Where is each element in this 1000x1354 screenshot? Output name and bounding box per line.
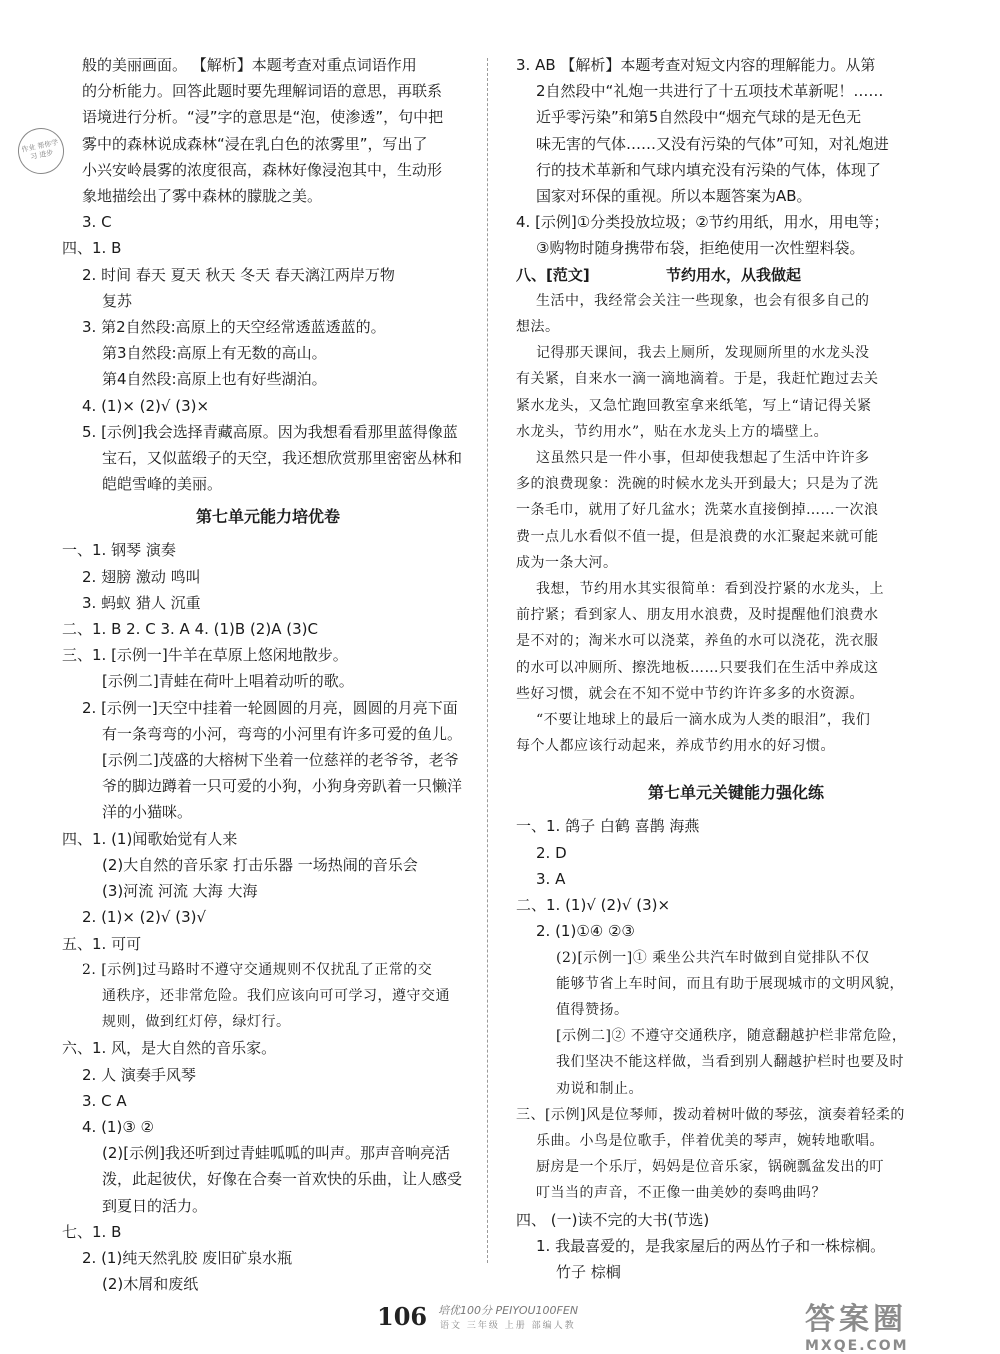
- text-line: 语境进行分析。“浸”字的意思是“泡，使渗透”，句中把: [82, 108, 444, 127]
- section-title: 第七单元关键能力强化练: [647, 783, 824, 803]
- text-line: 1. 我最喜爱的，是我家屋后的两丛竹子和一株棕榈。: [536, 1236, 886, 1255]
- text-line: 有一条弯弯的小河，弯弯的小河里有许多可爱的鱼儿。: [102, 724, 463, 743]
- text-line: 行的技术革新和气球内填充没有污染的气体，体现了: [536, 160, 882, 179]
- text-line: 成为一条大河。: [516, 554, 618, 571]
- model-essay-title: 节约用水，从我做起: [666, 265, 802, 284]
- text-line: 3. C A: [82, 1091, 127, 1110]
- text-line: 2. 时间 春天 夏天 秋天 冬天 春天漓江两岸万物: [82, 265, 395, 284]
- text-line: 劝说和制止。: [556, 1080, 643, 1097]
- text-line: 多的浪费现象：洗碗的时候水龙头开到最大；只是为了洗: [516, 476, 879, 493]
- text-line: 3. AB 【解析】本题考查对短文内容的理解能力。从第: [516, 56, 876, 74]
- text-line: 爷的脚边蹲着一只可爱的小狗，小狗身旁趴着一只懒洋: [102, 777, 463, 796]
- text-line: 3. 蚂蚁 猎人 沉重: [82, 593, 201, 612]
- text-line: 4. (1)× (2)√ (3)×: [82, 396, 210, 415]
- text-line: 四、1. (1)闻歌始觉有人来: [62, 829, 238, 848]
- watermark: [805, 1294, 975, 1354]
- text-line: 象地描绘出了雾中森林的朦胧之美。: [82, 187, 323, 206]
- watermark-text: 答案圈: [805, 1302, 907, 1337]
- text-line: 2. (1)× (2)√ (3)√: [82, 908, 207, 927]
- section-title: 第七单元能力培优卷: [195, 507, 340, 527]
- text-line: 是不对的；淘米水可以浇菜，养鱼的水可以浇花，洗衣服: [516, 633, 879, 650]
- text-line: 通秩序，还非常危险。我们应该向可可学习，遵守交通: [102, 987, 450, 1004]
- text-line: 三、[示例]风是位琴师，拨动着树叶做的琴弦，演奏着轻柔的: [516, 1106, 905, 1123]
- text-line: 一、1. 鸽子 白鹤 喜鹊 海燕: [516, 817, 700, 836]
- text-line: 一条毛巾，就用了好几盆水；洗菜水直接倒掉……一次浪: [516, 502, 879, 519]
- text-line: 4. [示例]①分类投放垃圾；②节约用纸，用水，用电等；: [516, 213, 889, 232]
- right-bottom-answers: [516, 773, 956, 1285]
- text-line: 第3自然段:高原上有无数的高山。: [102, 344, 327, 363]
- text-line: 记得那天课间，我去上厕所，发现厕所里的水龙头没: [536, 345, 870, 362]
- text-line: 复苏: [102, 291, 133, 310]
- text-line: 费一点儿水看似不值一提，但是浪费的水汇聚起来就可能: [516, 528, 879, 545]
- text-line: (2)木屑和废纸: [102, 1275, 199, 1294]
- text-line: 2. (1)①④ ②③: [536, 922, 635, 941]
- text-line: 般的美丽画面。 【解析】本题考查对重点词语作用: [82, 56, 417, 74]
- text-line: 第4自然段:高原上也有好些湖泊。: [102, 370, 327, 389]
- brand-logo: 培优100分 PEIYOU100FEN: [438, 1304, 579, 1317]
- text-line: 一、1. 钢琴 演奏: [62, 541, 176, 560]
- model-essay-body: [516, 288, 956, 760]
- text-line: 的水可以冲厕所、擦洗地板……只要我们在生活中养成这: [516, 659, 879, 676]
- stamp-seal: [14, 124, 69, 179]
- text-line: 2. [示例]过马路时不遵守交通规则不仅扰乱了正常的交: [82, 961, 433, 978]
- watermark-site: MXQE.COM: [805, 1338, 909, 1354]
- text-line: 小兴安岭晨雾的浓度很高，森林好像浸泡其中，生动形: [82, 160, 443, 179]
- text-line: 的分析能力。回答此题时要先理解词语的意思，再联系: [82, 82, 443, 101]
- text-line: 厨房是一个乐厅，妈妈是位音乐家，锅碗瓢盆发出的叮: [536, 1159, 884, 1176]
- model-essay-tag: 八、[范文]: [516, 265, 590, 284]
- text-line: 2. (1)纯天然乳胶 废旧矿泉水瓶: [82, 1248, 293, 1267]
- text-line: 3. C: [82, 213, 112, 232]
- text-line: (2)[示例一]① 乘坐公共汽车时做到自觉排队不仅: [556, 949, 870, 966]
- text-line: 四、 (一)读不完的大书(节选): [516, 1210, 710, 1229]
- text-line: 前拧紧；看到家人、朋友用水浪费，及时提醒他们浪费水: [516, 607, 879, 624]
- text-line: 乐曲。小鸟是位歌手，伴着优美的琴声，婉转地歌唱。: [536, 1132, 884, 1149]
- text-line: 2. D: [536, 843, 567, 862]
- book-info: 语文 三年级 上册 部编人教: [440, 1321, 576, 1331]
- text-line: 宝石，又似蓝缎子的天空，我还想欣赏那里密密丛林和: [102, 449, 463, 468]
- text-line: (3)河流 河流 大海 大海: [102, 882, 258, 901]
- text-line: 二、1. (1)√ (2)√ (3)×: [516, 896, 671, 915]
- text-line: 生活中，我经常会关注一些现象，也会有很多自己的: [536, 292, 870, 309]
- text-line: 能够节省上车时间，而且有助于展现城市的文明风貌，: [556, 975, 904, 992]
- text-line: 2自然段中“礼炮一共进行了十五项技术革新呢！……: [536, 82, 884, 101]
- text-line: 水龙头，节约用水”，贴在水龙头上方的墙壁上。: [516, 423, 829, 440]
- text-line: 2. [示例一]天空中挂着一轮圆圆的月亮，圆圆的月亮下面: [82, 698, 458, 717]
- text-line: 规则，做到红灯停，绿灯行。: [102, 1014, 291, 1031]
- text-line: 五、1. 可可: [62, 934, 142, 953]
- text-line: 我们坚决不能这样做，当看到别人翻越护栏时也要及时: [556, 1054, 904, 1071]
- text-line: 3. A: [536, 869, 566, 888]
- text-line: 洋的小猫咪。: [102, 803, 193, 822]
- text-line: 2. 翅膀 激动 鸣叫: [82, 567, 201, 586]
- text-line: 国家对环保的重视。所以本题答案为AB。: [536, 187, 812, 206]
- text-line: 有关紧，自来水一滴一滴地滴着。于是，我赶忙跑过去关: [516, 371, 879, 388]
- text-line: 这虽然只是一件小事，但却使我想起了生活中许许多: [536, 450, 870, 467]
- text-line: [示例二]茂盛的大榕树下坐着一位慈祥的老爷爷，老爷: [102, 751, 459, 770]
- text-line: 六、1. 风，是大自然的音乐家。: [62, 1039, 277, 1058]
- text-line: 二、1. B 2. C 3. A 4. (1)B (2)A (3)C: [62, 620, 318, 639]
- page-footer: [0, 1294, 1000, 1354]
- text-line: 四、1. B: [62, 239, 122, 258]
- text-line: 近乎零污染”和第5自然段中“烟充气球的是无色无: [536, 108, 862, 127]
- text-line: 4. (1)③ ②: [82, 1117, 154, 1136]
- right-column: [516, 52, 956, 1285]
- text-line: 竹子 棕榈: [556, 1262, 621, 1281]
- text-line: ③购物时随身携带布袋，拒绝使用一次性塑料袋。: [536, 239, 865, 258]
- text-line: 泼，此起彼伏，好像在合奏一首欢快的乐曲，让人感受: [102, 1170, 463, 1189]
- text-line: [示例二]② 不遵守交通秩序，随意翻越护栏非常危险，: [556, 1028, 907, 1045]
- text-line: [示例二]青蛙在荷叶上唱着动听的歌。: [102, 672, 354, 691]
- text-line: “不要让地球上的最后一滴水成为人类的眼泪”，我们: [536, 712, 871, 729]
- text-line: 些好习惯，就会在不知不觉中节约许许多多的水资源。: [516, 685, 864, 702]
- page-number: 106: [377, 1302, 428, 1331]
- text-line: 想法。: [516, 319, 560, 336]
- text-line: 2. 人 演奏手风琴: [82, 1065, 196, 1084]
- text-line: (2)[示例]我还听到过青蛙呱呱的叫声。那声音响亮活: [102, 1144, 450, 1163]
- text-line: 七、1. B: [62, 1222, 122, 1241]
- text-line: 皑皑雪峰的美丽。: [102, 475, 223, 494]
- column-divider: [487, 58, 488, 1263]
- text-line: 雾中的森林说成森林“浸在乳白色的浓雾里”，写出了: [82, 134, 428, 153]
- text-line: 我想，节约用水其实很简单：看到没拧紧的水龙头，上: [536, 581, 884, 598]
- text-line: 味无害的气体……又没有污染的气体”可知，对礼炮进: [536, 134, 889, 153]
- text-line: 每个人都应该行动起来，养成节约用水的好习惯。: [516, 738, 835, 755]
- text-line: 紧水龙头，又急忙跑回教室拿来纸笔，写上“请记得关紧: [516, 397, 872, 414]
- text-line: 值得赞扬。: [556, 1001, 629, 1018]
- text-line: 三、1. [示例一]牛羊在草原上悠闲地散步。: [62, 646, 348, 665]
- right-top-answers: [516, 52, 956, 262]
- text-line: 叮当当的声音，不正像一曲美妙的奏鸣曲吗？: [536, 1185, 826, 1202]
- text-line: 5. [示例]我会选择青藏高原。因为我想看看那里蓝得像蓝: [82, 422, 458, 441]
- left-column: [62, 52, 474, 1297]
- text-line: (2)大自然的音乐家 打击乐器 一场热闹的音乐会: [102, 855, 418, 874]
- model-essay-header: [516, 262, 956, 288]
- text-line: 到夏日的活力。: [102, 1196, 208, 1215]
- text-line: 3. 第2自然段:高原上的天空经常透蓝透蓝的。: [82, 318, 386, 337]
- stamp-text: 作业 帮你学习 进步: [20, 138, 59, 162]
